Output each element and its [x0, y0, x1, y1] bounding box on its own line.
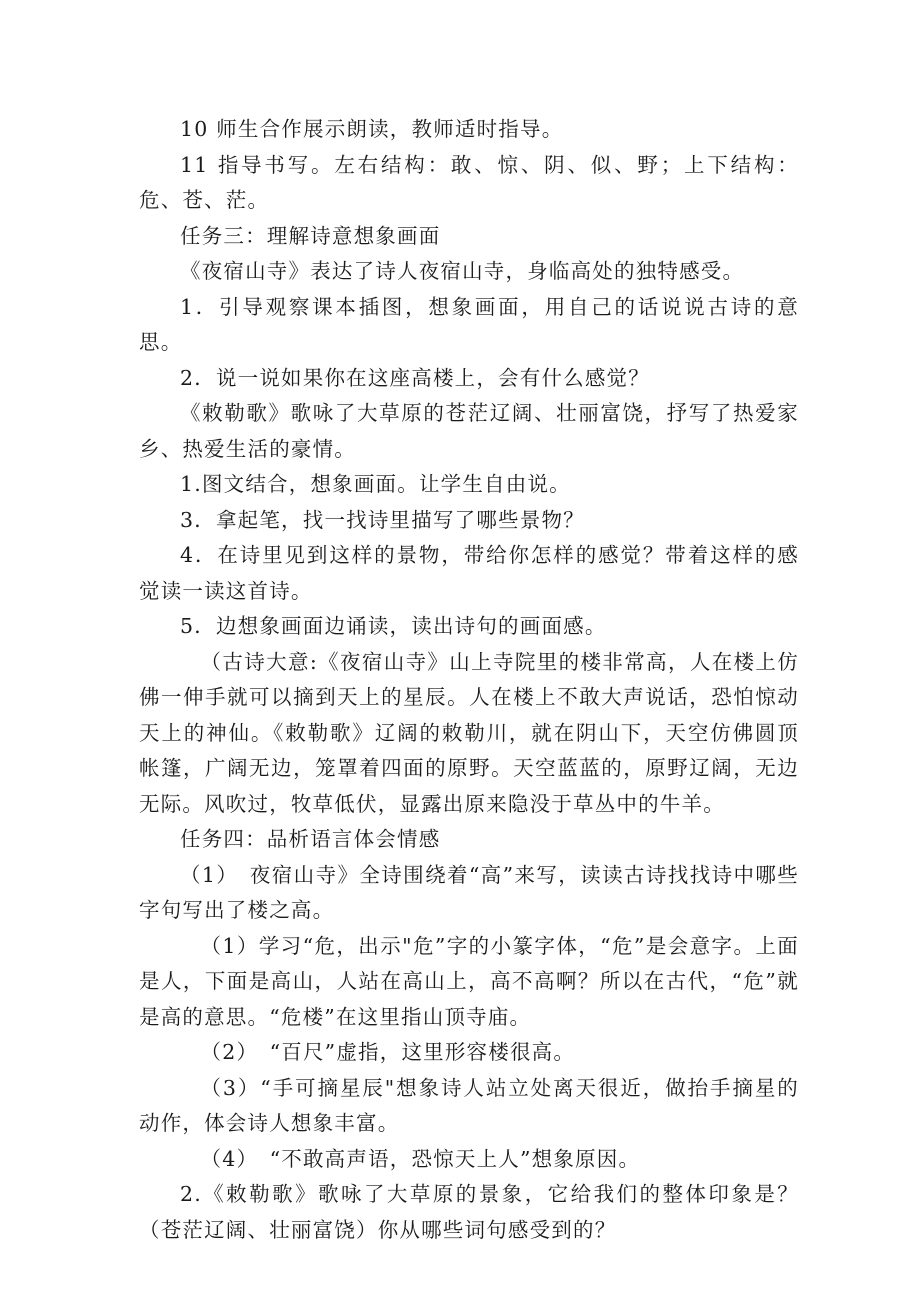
paragraph-analysis-1-1: （1）学习“危，出示"危”字的小篆字体，“危”是会意字。上面是人，下面是高山，人站在高山上，高不高啊？所以在古代，“危”就是高的意思。“危楼”在这里指山顶寺庙。: [139, 933, 799, 1029]
paragraph-item-1b: 1.图文结合，想象画面。让学生自由说。: [180, 472, 571, 496]
paragraph-analysis-1: （1） 夜宿山寺》全诗围绕着“高”来写，读读古诗找找诗中哪些字句写出了楼之高。: [139, 862, 799, 922]
paragraph-analysis-1-4: （4） “不敢高声语，恐惊天上人”想象原因。: [200, 1146, 641, 1171]
paragraph-item-4: 4．在诗里见到这样的景物，带给你怎样的感觉？带着这样的感觉读一读这首诗。: [139, 543, 799, 603]
paragraph-analysis-1-2: （2） “百尺”虚指，这里形容楼很高。: [200, 1040, 576, 1064]
paragraph-step-11: 11 指导书写。左右结构：敢、惊、阴、似、野；上下结构：危、苍、茫。: [139, 152, 799, 212]
paragraph-step-10: 10 师生合作展示朗读，教师适时指导。: [180, 117, 564, 141]
heading-task-4: 任务四：品析语言体会情感: [180, 827, 441, 851]
paragraph-poem-meaning: （古诗大意:《夜宿山寺》山上寺院里的楼非常高，人在楼上仿佛一伸手就可以摘到天上的星辰。人在楼上不敢大声说话，恐怕惊动天上的神仙。《敕勒歌》辽阔的敕勒川，就在阴山下，天空仿佛圆顶帐篷，广阔无边，笼罩着四面的原野。天空蓝蓝的，原野辽阔，无边无际。风吹过，牧草低伏，显露出原来隐没于草丛中的牛羊。: [139, 649, 799, 816]
paragraph-item-3: 3．拿起笔，找一找诗里描写了哪些景物？: [180, 507, 585, 532]
document-body: [139, 112, 799, 1248]
paragraph-poem-1-summary: 《夜宿山寺》表达了诗人夜宿山寺，身临高处的独特感受。: [180, 259, 745, 283]
paragraph-item-5: 5．边想象画面边诵读，读出诗句的画面感。: [180, 614, 607, 638]
heading-task-3: 任务三：理解诗意想象画面: [180, 223, 441, 248]
paragraph-item-1: 1．引导观察课本插图，想象画面，用自己的话说说古诗的意思。: [139, 294, 799, 354]
paragraph-analysis-2: 2.《敕勒歌》歌咏了大草原的景象，它给我们的整体印象是？（苍茫辽阔、壮丽富饶）你从哪些词句感受到的？: [139, 1182, 799, 1242]
paragraph-analysis-1-3: （3）“手可摘星辰"想象诗人站立处离天很近，做抬手摘星的动作，体会诗人想象丰富。: [139, 1075, 799, 1135]
paragraph-item-2: 2．说一说如果你在这座高楼上，会有什么感觉？: [180, 365, 650, 390]
paragraph-poem-2-summary: 《敕勒歌》歌咏了大草原的苍茫辽阔、壮丽富饶，抒写了热爱家乡、热爱生活的豪情。: [139, 401, 799, 461]
